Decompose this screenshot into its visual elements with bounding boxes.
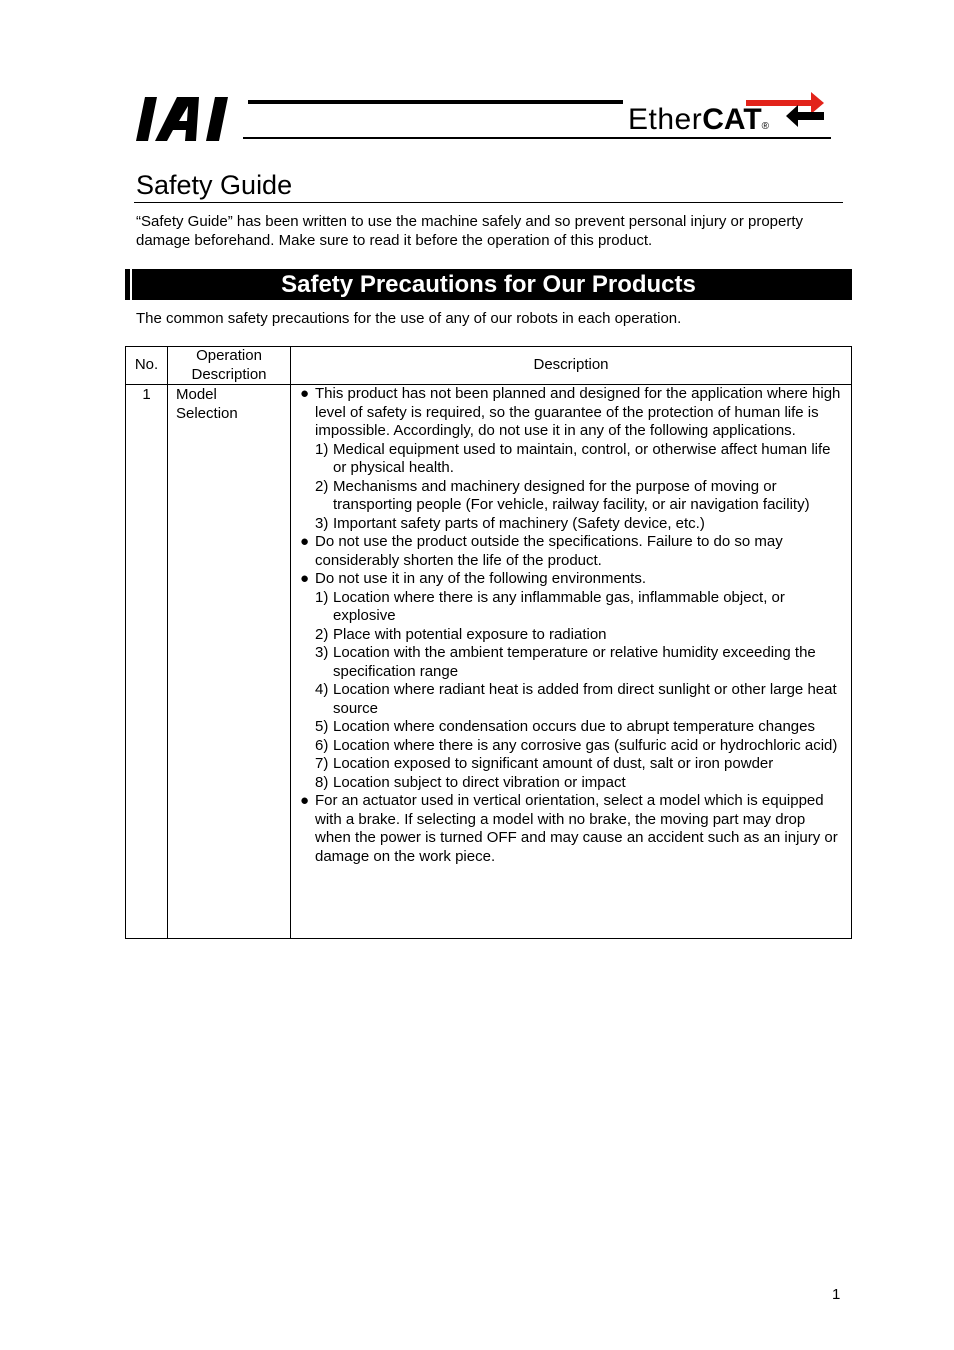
numbered-item (300, 774, 845, 793)
item-number: 6) (315, 736, 329, 754)
header-operation-line2: Description (191, 365, 267, 383)
item-number: 3) (315, 514, 329, 532)
numbered-item (300, 441, 845, 478)
lead-paragraph: The common safety precautions for the use of any of our robots in each operation. (136, 310, 682, 327)
numbered-item (300, 737, 845, 756)
bullet-icon: ● (300, 385, 310, 402)
description-bullet (300, 385, 845, 533)
page-number: 1 (832, 1286, 841, 1303)
header-rule-top (248, 100, 623, 104)
ethercat-arrows-icon (626, 90, 832, 138)
header-operation-line1: Operation (196, 347, 262, 364)
operation-operation-line2: Selection (176, 404, 238, 422)
item-number: 2) (315, 625, 329, 643)
item-number: 1) (315, 440, 329, 458)
item-text: Location where radiant heat is added from direct sunlight or other large heat source (333, 681, 837, 717)
description-bullet (300, 570, 845, 792)
iai-logo (136, 97, 242, 141)
bullet-icon: ● (300, 533, 310, 550)
bullet-text: Do not use it in any of the following environments. (315, 570, 647, 587)
description-bullet (300, 533, 845, 570)
numbered-item (300, 718, 845, 737)
numbered-item (300, 589, 845, 626)
bullet-text: This product has not been planned and designed for the application where high level of safety is required, so the guarantee of the protection of human life is impossible. Accordingly, do not use it in any of the following applications. (315, 385, 841, 439)
header-operation (168, 347, 291, 385)
section-banner: Safety Precautions for Our Products (125, 269, 852, 300)
numbered-item (300, 478, 845, 515)
item-number: 1) (315, 588, 329, 606)
operation-operation-line1: Model (176, 386, 217, 403)
item-text: Location where there is any inflammable gas, inflammable object, or explosive (333, 588, 785, 624)
item-number: 3) (315, 644, 329, 661)
item-text: Location subject to direct vibration or impact (333, 773, 626, 791)
header-no: No. (126, 347, 168, 385)
item-text: Place with potential exposure to radiation (333, 625, 607, 643)
title-rule (134, 202, 843, 203)
numbered-item (300, 626, 845, 645)
intro-paragraph: “Safety Guide” has been written to use the machine safely and so prevent personal injury or property damage beforehand. Make sure to read it before the operation of this product. (136, 213, 804, 249)
cell-description (291, 385, 852, 939)
item-number: 4) (315, 681, 329, 698)
item-text: Medical equipment used to maintain, control, or otherwise affect human life or physical health. (333, 440, 831, 476)
bullet-text: For an actuator used in vertical orientation, select a model which is equipped with a brake. If selecting a model with no brake, the moving part may drop when the power is turned OFF and may cause an accident such as an injury or damage on the work piece. (315, 792, 838, 865)
table-row (126, 385, 852, 939)
item-text: Mechanisms and machinery designed for the purpose of moving or transporting people (For vehicle, railway facility, or air navigation facility) (333, 477, 810, 513)
table-header-row (126, 347, 852, 385)
item-text: Location where condensation occurs due to abrupt temperature changes (333, 718, 815, 735)
item-text: Important safety parts of machinery (Safety device, etc.) (333, 514, 705, 532)
registered-mark: ® (761, 121, 770, 132)
item-number: 2) (315, 477, 329, 495)
bullet-text: Do not use the product outside the specifications. Failure to do so may considerably shorten the life of the product. (315, 533, 783, 569)
item-text: Location with the ambient temperature or relative humidity exceeding the specification range (333, 644, 816, 680)
numbered-item (300, 755, 845, 774)
description-bullet (300, 792, 845, 866)
bullet-icon: ● (300, 570, 310, 587)
numbered-item (300, 515, 845, 534)
numbered-item (300, 644, 845, 681)
item-number: 7) (315, 755, 329, 772)
ethercat-logo-part2: CAT (702, 103, 762, 136)
header-description: Description (291, 347, 852, 385)
ethercat-logo-part1: Ether (628, 103, 703, 136)
bullet-icon: ● (300, 792, 310, 809)
page-title: Safety Guide (136, 170, 293, 200)
item-text: Location exposed to significant amount of dust, salt or iron powder (333, 755, 774, 772)
numbered-item (300, 681, 845, 718)
item-number: 5) (315, 718, 329, 735)
item-text: Location where there is any corrosive gas (sulfuric acid or hydrochloric acid) (333, 736, 838, 754)
item-number: 8) (315, 773, 329, 791)
cell-operation (168, 385, 291, 939)
banner-accent-line (130, 269, 132, 300)
safety-table (125, 346, 852, 939)
cell-no: 1 (126, 385, 168, 939)
